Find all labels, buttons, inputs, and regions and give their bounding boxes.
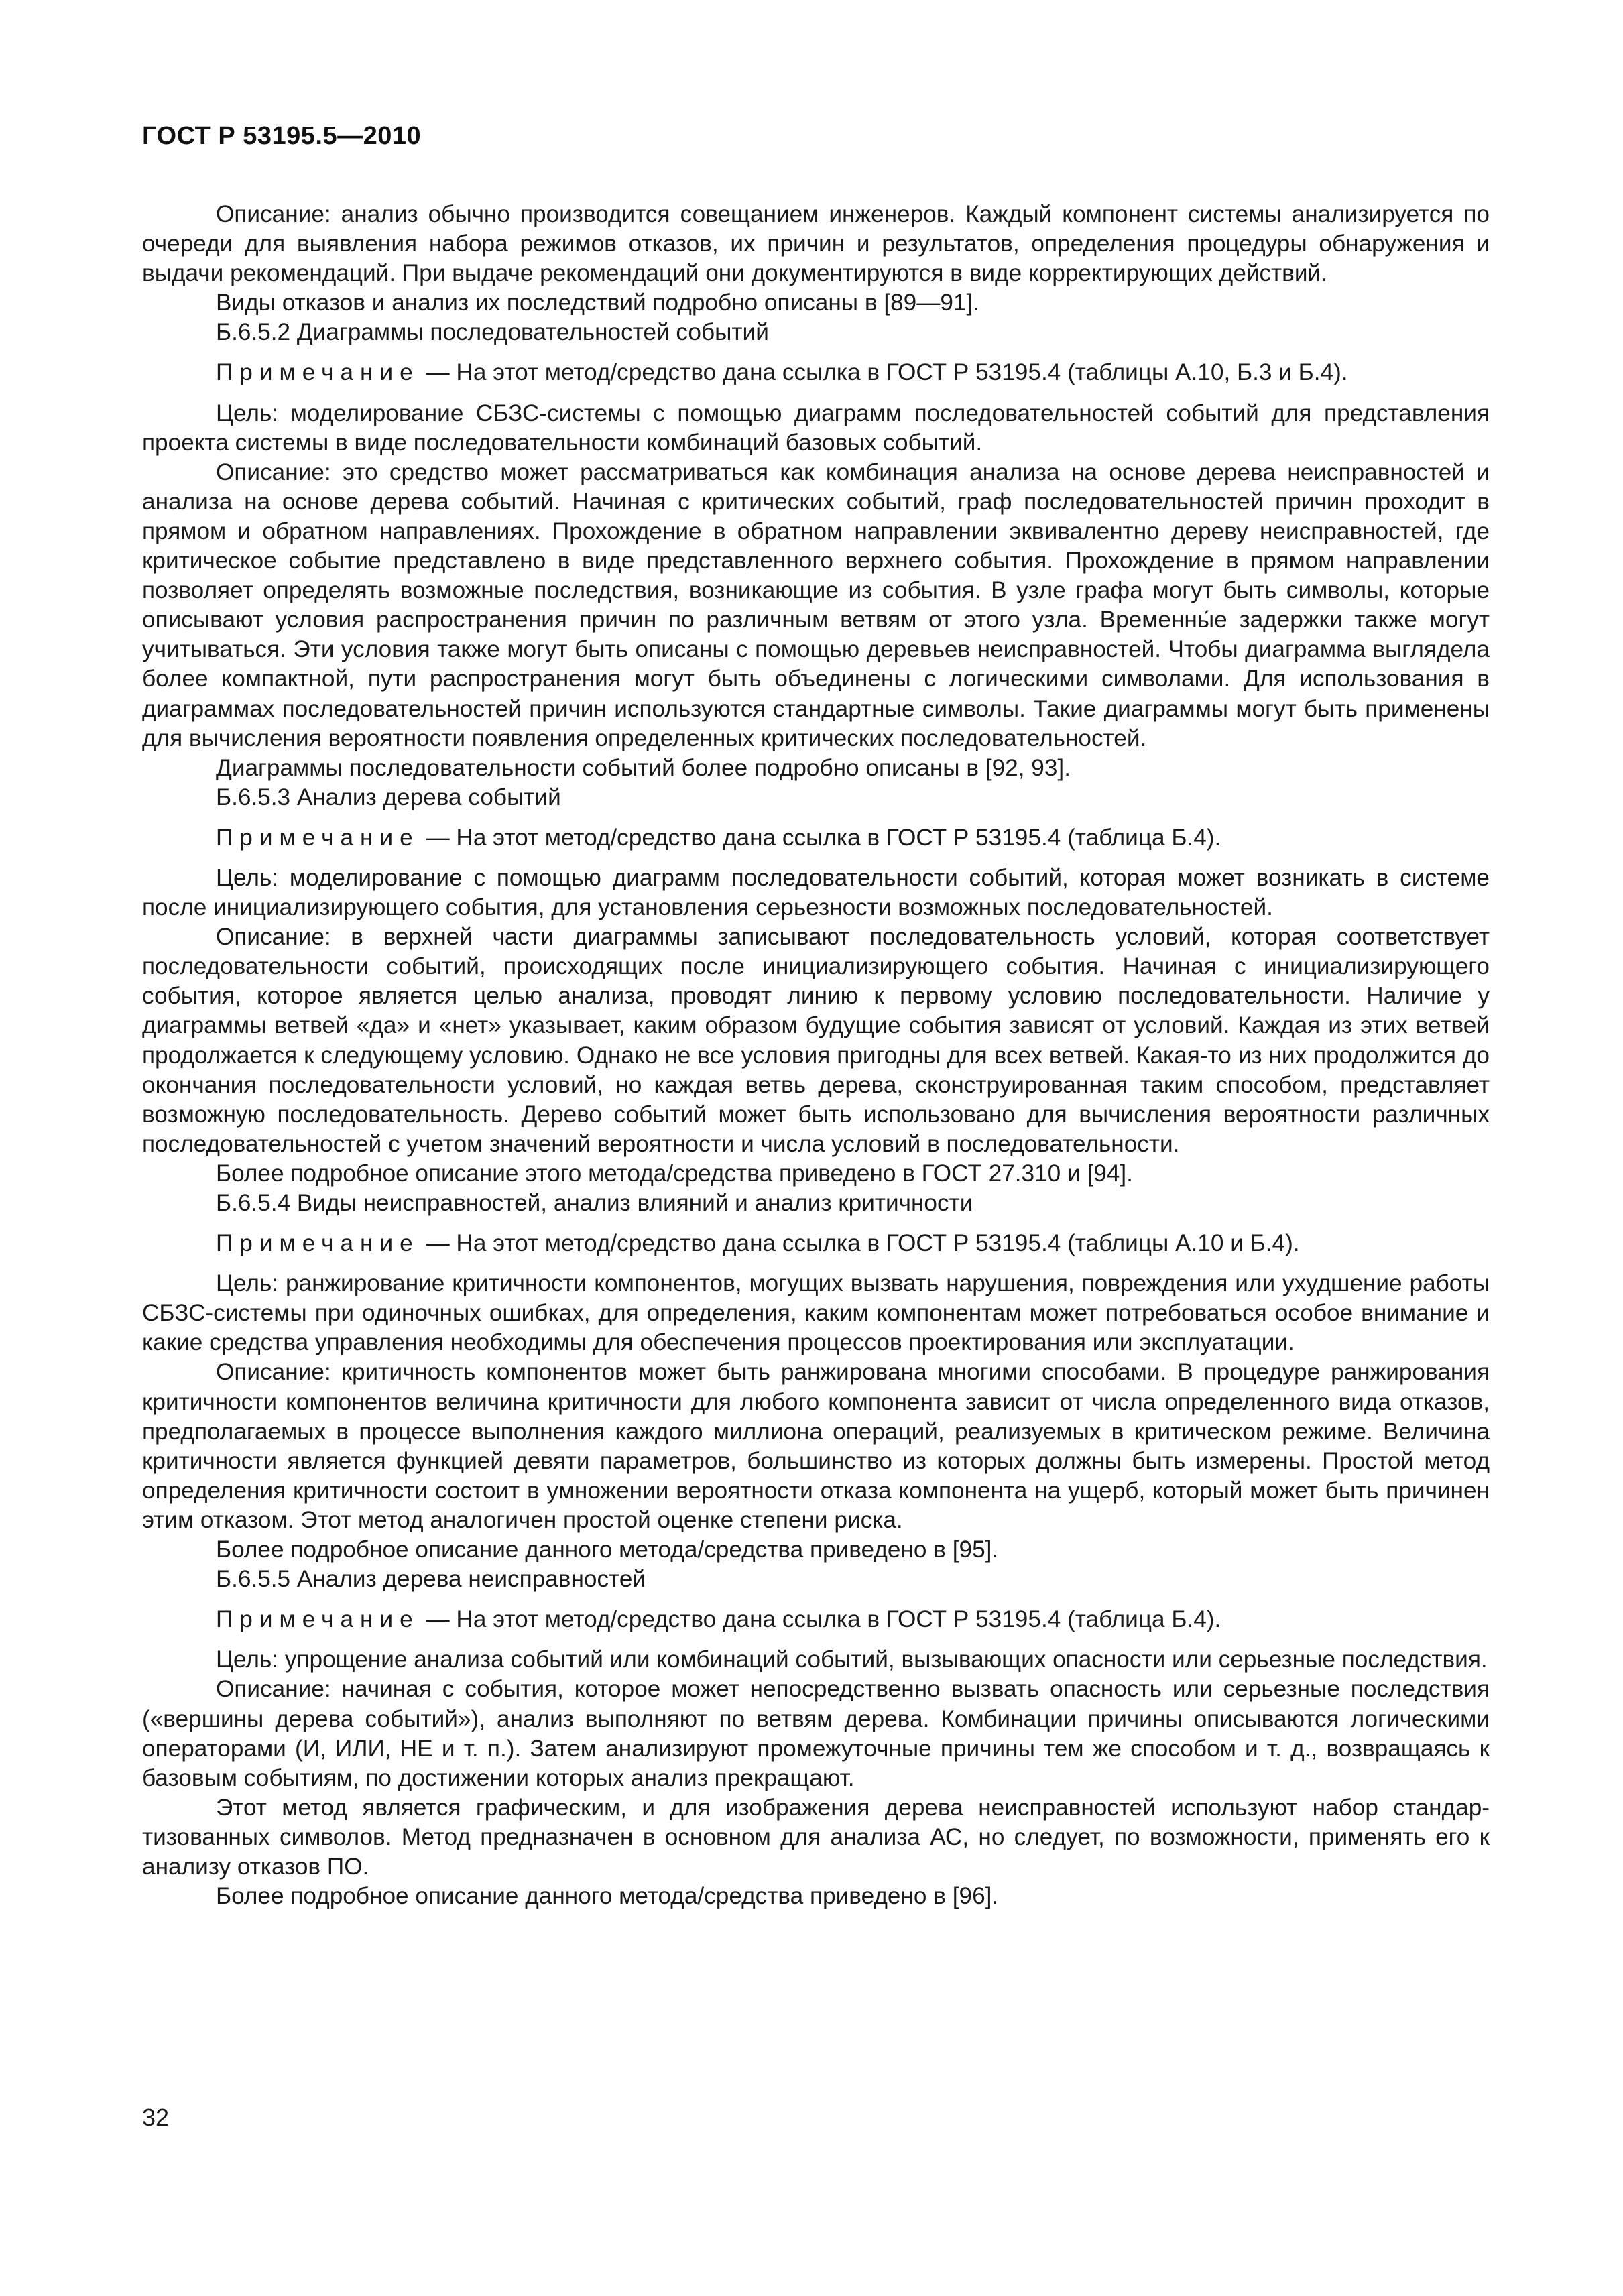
body-paragraph: Диаграммы последовательности событий более подробно описаны в [92, 93].: [216, 754, 1071, 781]
note-label: Примечание: [216, 1230, 420, 1257]
note-label: Примечание: [216, 1606, 420, 1633]
body-paragraph: Более подробное описание этого метода/средства приведено в ГОСТ 27.310 и [94].: [216, 1160, 1133, 1187]
body-paragraph: Цель: моделирование СБЗС-системы с помощью диаграмм последовательностей событий для представления проекта системы в виде последовательности комбинаций базовых событий.: [142, 400, 1490, 456]
body-paragraph: Описание: начиная с события, которое может непосредственно вызвать опасность или серьезные последствия («вершины дерева событий»), анализ выполняют по ветвям дерева. Комбинации причины описываются логическими операторами (И, ИЛИ, НЕ и т. п.). Затем анализируют промежуточные причины тем же способом и т. д., возвращаясь к базовым событиям, по достижении которых анализ прекращают.: [142, 1676, 1490, 1791]
body-paragraph: Б.6.5.2 Диаграммы последовательностей событий: [216, 319, 769, 346]
note-text: — На этот метод/средство дана ссылка в ГОСТ Р 53195.4 (таблицы А.10, Б.3 и Б.4).: [419, 359, 1348, 386]
body-paragraph: Цель: упрощение анализа событий или комбинаций событий, вызывающих опасности или серьезные последствия.: [216, 1646, 1488, 1673]
note-paragraph: [142, 823, 1490, 853]
note-label: Примечание: [216, 359, 420, 386]
document-header: ГОСТ Р 53195.5—2010: [142, 122, 422, 150]
body-paragraph: Более подробное описание данного метода/средства приведено в [96].: [216, 1883, 999, 1910]
body-paragraph: Описание: в верхней части диаграммы записывают последовательность условий, которая соответствует последовательности событий, происходящих после инициализирующего события. Начиная с инициализирующего события, которое является целью анализа, проводят линию к первому условию последовательности. Наличие у диаграммы ветвей «да» и «нет» указывает, каким образом будущие события зависят от условий. Каждая из этих ветвей продолжается к следующему условию. Однако не все условия пригодны для всех ветвей. Какая-то из них продолжится до окончания последовательности условий, но каждая ветвь дерева, сконструированная таким способом, представляет возможную последовательность. Дерево событий может быть использовано для вычисления вероятности различных последовательностей с учетом значений вероятности и числа условий в последовательности.: [142, 924, 1490, 1157]
body-paragraph: Более подробное описание данного метода/средства приведено в [95].: [216, 1536, 999, 1563]
body-paragraph: Цель: ранжирование критичности компонентов, могущих вызвать нарушения, повреждения или ухудшение работы СБЗС-системы при одиночных ошибках, для определения, каким компонентам может потребоваться особое внимание и какие средства управления необходимы для обеспечения процессов проектирования или эксплуатации.: [142, 1270, 1490, 1356]
body-paragraph: Б.6.5.3 Анализ дерева событий: [216, 784, 561, 810]
note-text: — На этот метод/средство дана ссылка в ГОСТ Р 53195.4 (таблица Б.4).: [419, 1606, 1221, 1633]
body-paragraph: Описание: критичность компонентов может быть ранжирована многими способами. В процедуре ранжирования критичности компонентов величина критичности для любого компонента зависит от числа определенного вида отказов, предполагаемых в процессе выполнения каждого миллиона операций, реализуемых в критическом режиме. Величина критичности является функцией девяти параметров, большинство из которых должны быть измерены. Простой метод определения критичности состоит в умножении вероятности отказа компонента на ущерб, который может быть причинен этим отказом. Этот метод аналогичен простой оценке степени риска.: [142, 1359, 1490, 1533]
note-text: — На этот метод/средство дана ссылка в ГОСТ Р 53195.4 (таблица Б.4).: [419, 824, 1221, 851]
page-number: 32: [142, 2104, 170, 2131]
body-paragraph: Описание: это средство может рассматриваться как комбинация анализа на основе дерева неисправностей и анализа на основе дерева событий. Начиная с критических событий, граф последовательностей причин проходит в прямом и обратном направлениях. Прохождение в обратном направлении эквивалентно дереву неисправностей, где критическое событие представлено в виде представленного верхнего события. Прохождение в прямом направлении позволяет определять возможные последствия, возникающие из события. В узле графа могут быть символы, которые описывают условия распространения причин по различным ветвям от этого узла. Временны́е задержки также могут учитываться. Эти условия также могут быть описаны с помощью деревьев неисправностей. Чтобы диаграмма выглядела более компактной, пути распространения могут быть объединены с логическими символами. Для использования в диаграммах последовательностей причин используются стандартные символы. Такие диаграммы могут быть применены для вычисления вероятности появления определенных критических последовательностей.: [142, 459, 1490, 751]
note-label: Примечание: [216, 824, 420, 851]
document-body: [142, 200, 1490, 1911]
body-paragraph: Б.6.5.5 Анализ дерева неисправностей: [216, 1566, 646, 1593]
note-paragraph: [142, 358, 1490, 387]
body-paragraph: Цель: моделирование с помощью диаграмм последовательности событий, которая может возникать в системе после инициализирующего события, для установления серьезности возможных последовательностей.: [142, 864, 1490, 921]
note-text: — На этот метод/средство дана ссылка в ГОСТ Р 53195.4 (таблицы А.10 и Б.4).: [419, 1230, 1300, 1257]
body-paragraph: Б.6.5.4 Виды неисправностей, анализ влияний и анализ критичности: [216, 1190, 973, 1216]
note-paragraph: [142, 1605, 1490, 1634]
note-paragraph: [142, 1229, 1490, 1258]
body-paragraph: Описание: анализ обычно производится совещанием инженеров. Каждый компонент системы анализируется по очереди для выявления набора режимов отказов, их причин и результатов, определения процедуры обнаружения и выдачи рекомендаций. При выдаче рекомендаций они документируются в виде корректирующих действий.: [142, 201, 1490, 287]
body-paragraph: Виды отказов и анализ их последствий подробно описаны в [89—91].: [216, 290, 980, 316]
body-paragraph: Этот метод является графическим, и для изображения дерева неисправностей используют набор стандартизованных символов. Метод предназначен в основном для анализа АС, но следует, по возможности, применять его к анализу отказов ПО.: [142, 1794, 1490, 1880]
